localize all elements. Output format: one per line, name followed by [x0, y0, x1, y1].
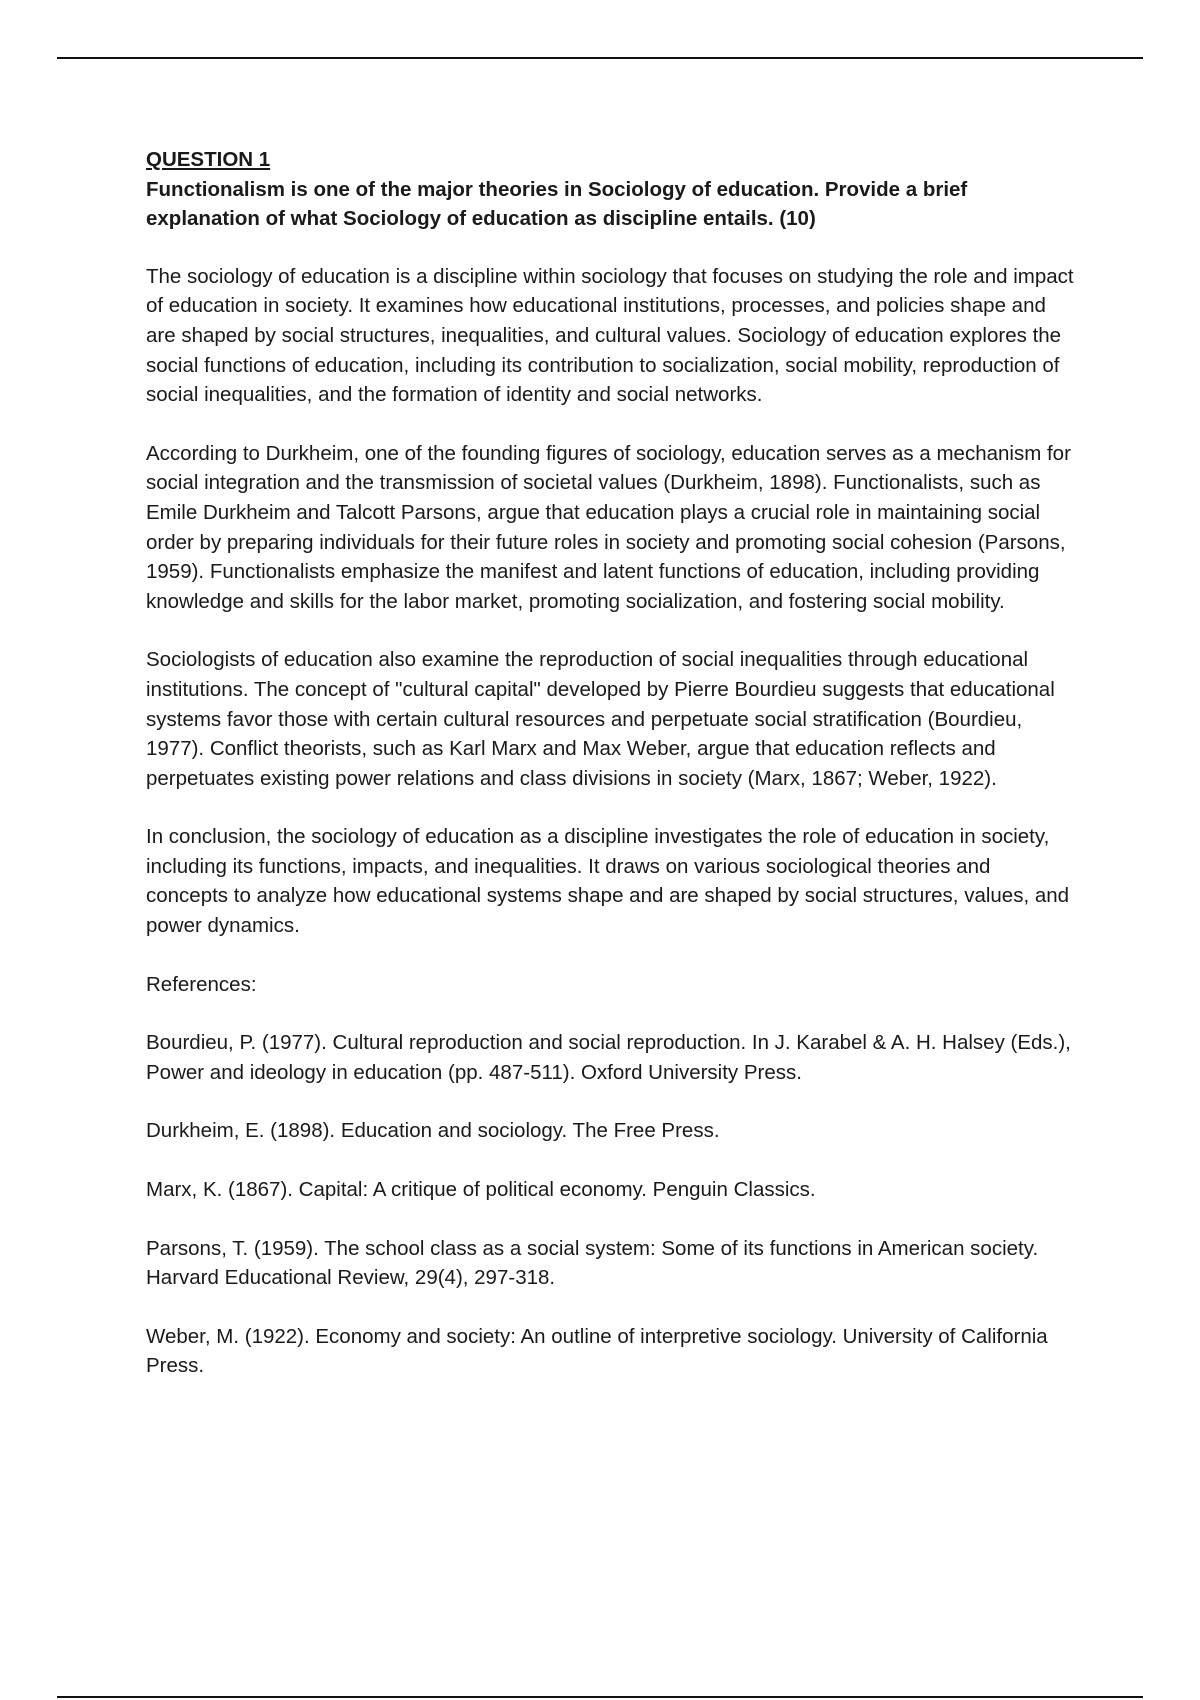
- header-rule: [57, 57, 1143, 59]
- reference-item: Marx, K. (1867). Capital: A critique of political economy. Penguin Classics.: [146, 1178, 816, 1202]
- answer-paragraph-4: In conclusion, the sociology of education as a discipline investigates the role of education in society, including its functions, impacts, and inequalities. It draws on various sociological theories and concepts to analyze how educational systems shape and are shaped by social structures, values, and power dynamics.: [146, 825, 1070, 938]
- reference-item: Durkheim, E. (1898). Education and sociology. The Free Press.: [146, 1119, 720, 1143]
- document-body: [146, 145, 1076, 1410]
- reference-item: Bourdieu, P. (1977). Cultural reproduction and social reproduction. In J. Karabel & A. H. Halsey (Eds.), Power and ideology in education (pp. 487-511). Oxford University Press.: [146, 1031, 1071, 1084]
- footer-rule: [57, 1696, 1143, 1698]
- answer-paragraph-1: The sociology of education is a discipline within sociology that focuses on studying the role and impact of education in society. It examines how educational institutions, processes, and policies shape and are shaped by social structures, inequalities, and cultural values. Sociology of education explores the social functions of education, including its contribution to socialization, social mobility, reproduction of social inequalities, and the formation of identity and social networks.: [146, 264, 1074, 407]
- question-heading: QUESTION 1: [146, 148, 271, 171]
- reference-item: Parsons, T. (1959). The school class as a social system: Some of its functions in American society. Harvard Educational Review, 29(4), 297-318.: [146, 1236, 1039, 1290]
- question-prompt: Functionalism is one of the major theories in Sociology of education. Provide a brief explanation of what Sociology of education as discipline entails. (10): [146, 177, 968, 231]
- answer-paragraph-3: Sociologists of education also examine the reproduction of social inequalities through educational institutions. The concept of "cultural capital" developed by Pierre Bourdieu suggests that educational systems favor those with certain cultural resources and perpetuate social stratification (Bourdieu, 1977). Conflict theorists, such as Karl Marx and Max Weber, argue that education reflects and perpetuates existing power relations and class divisions in society (Marx, 1867; Weber, 1922).: [146, 648, 1055, 790]
- references-heading: References:: [146, 972, 257, 996]
- reference-item: Weber, M. (1922). Economy and society: An outline of interpretive sociology. University of California Press.: [146, 1324, 1048, 1378]
- answer-paragraph-2: According to Durkheim, one of the founding figures of sociology, education serves as a mechanism for social integration and the transmission of societal values (Durkheim, 1898). Functionalists, such as Emile Durkheim and Talcott Parsons, argue that education plays a crucial role in maintaining social order by preparing individuals for their future roles in society and promoting social cohesion (Parsons, 1959). Functionalists emphasize the manifest and latent functions of education, including providing knowledge and skills for the labor market, promoting socialization, and fostering social mobility.: [146, 441, 1071, 613]
